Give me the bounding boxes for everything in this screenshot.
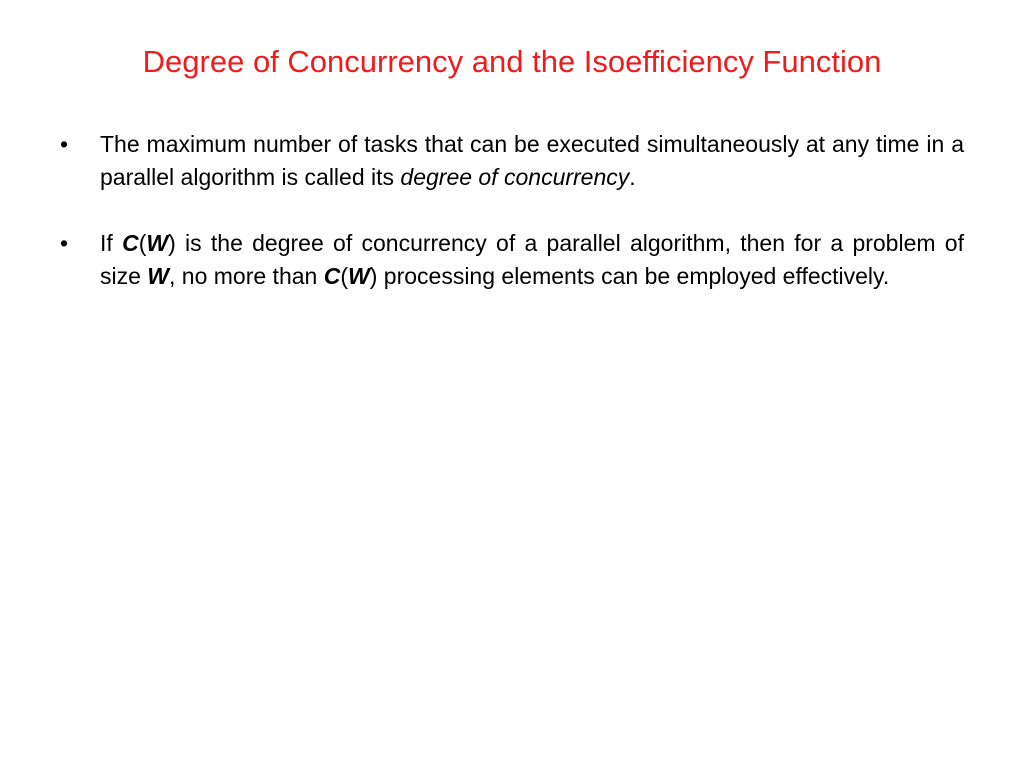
bullet-list [60, 128, 964, 326]
bullet-text: . [629, 164, 636, 190]
bullet-text: ) is the degree of concurrency of a parallel algorithm, then for a problem of size [100, 230, 964, 289]
bullet-text: , no more than [169, 263, 324, 289]
bullet-text: The maximum number of tasks that can be executed simultaneously at any time in a parallel algorithm is called its [100, 131, 964, 190]
bullet-emphasis: degree of concurrency [400, 164, 630, 190]
bullet-item-2 [60, 227, 964, 293]
math-symbol: C [122, 230, 139, 256]
math-symbol: W [146, 230, 169, 256]
math-symbol: W [348, 263, 370, 289]
bullet-marker: • [60, 131, 69, 157]
math-symbol: C [323, 263, 341, 289]
math-symbol: W [147, 263, 170, 289]
bullet-item-1 [60, 128, 964, 194]
bullet-text: ( [340, 263, 349, 289]
bullet-text: ( [138, 230, 147, 256]
slide-title: Degree of Concurrency and the Isoefficiency Function [142, 44, 882, 79]
bullet-text: If [100, 230, 123, 256]
bullet-text: ) processing elements can be employed effectively. [369, 263, 890, 289]
bullet-marker: • [60, 230, 69, 256]
